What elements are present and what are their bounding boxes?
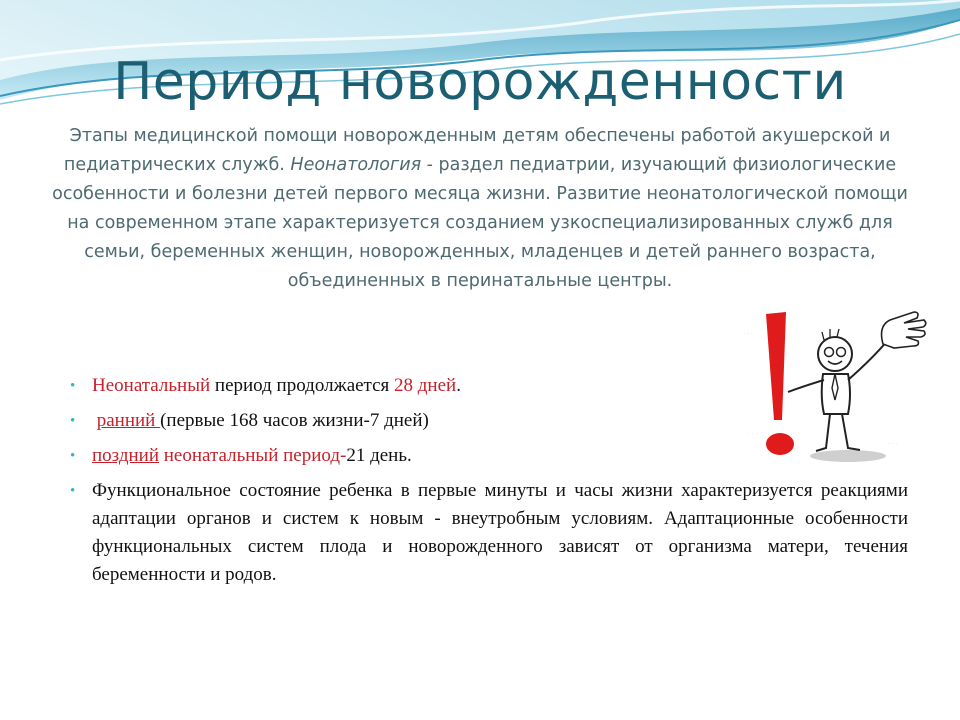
functional-state-text: Функциональное состояние ребенка в первые минуты и часы жизни характеризуется реакциями адаптации органов и систем к новым - внеутробным условиям. Адаптационные особенности функциональных систем плода и новорожденного зависят от организма матери, течения беременности и родов. — [92, 480, 908, 585]
duration-28-days: 28 дней — [394, 375, 457, 396]
bullet-functional-state — [70, 477, 908, 589]
bullet-marker: • — [70, 413, 76, 429]
svg-text:· · ·: · · · — [888, 441, 898, 448]
term-early: ранний — [96, 410, 161, 431]
slide-title: Период новорожденности — [113, 52, 847, 112]
intro-part-1: Этапы медицинской помощи новорожденным детям обеспечены работой акушерской и педиатрических служб. — [63, 126, 891, 175]
intro-paragraph — [50, 122, 910, 296]
bullet-marker: • — [70, 448, 76, 464]
bullet-list — [70, 372, 908, 589]
term-late: поздний — [92, 445, 160, 466]
bullet-marker: • — [70, 378, 76, 394]
term-neonatal: Неонатальный — [92, 375, 211, 396]
bullet-early-period — [70, 407, 908, 435]
text-period-lasts: период продолжается — [210, 375, 395, 396]
period-end: . — [456, 375, 461, 396]
text-late-period: неонатальный период- — [163, 445, 347, 466]
intro-part-2: - раздел педиатрии, изучающий физиологические особенности и болезни детей первого месяца жизни. Развитие неонатологической помощи на современном этапе характеризуется созданием узкоспециализированных служб для семьи, беременных женщин, новорожденных, младенцев и детей раннего возраста, объединенных в перинатальные центры. — [52, 155, 908, 291]
svg-text:· · ·: · · · — [748, 431, 758, 438]
duration-21-day: 21 день. — [346, 445, 412, 466]
intro-term: Неонатология — [290, 155, 422, 175]
bullet-neonatal-period — [70, 372, 908, 400]
bullet-late-period — [70, 442, 908, 470]
svg-text:· · ·: · · · — [743, 331, 753, 338]
early-period-description: (первые 168 часов жизни-7 дней) — [160, 410, 429, 431]
bullet-marker: • — [70, 483, 76, 499]
